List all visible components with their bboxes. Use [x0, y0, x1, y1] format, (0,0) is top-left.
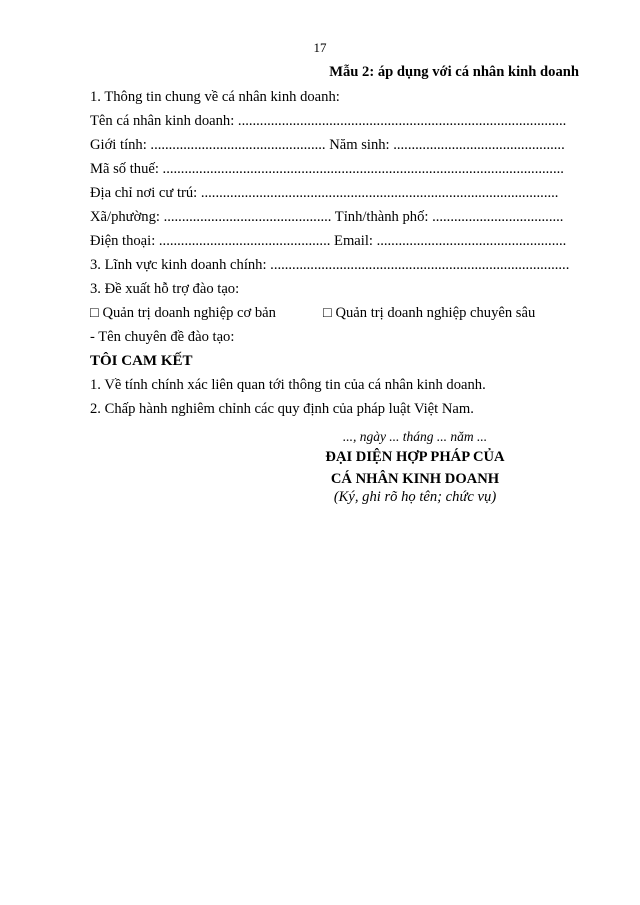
tax-code-field: Mã số thuế: ..............................................................................................................: [90, 161, 564, 177]
signature-title-line-2: CÁ NHÂN KINH DOANH: [330, 471, 500, 487]
phone-email-field: Điện thoại: ............................................... Email: ....................................................: [90, 233, 567, 249]
training-heading: 3. Đề xuất hỗ trợ đào tạo:: [90, 281, 240, 297]
option-basic-management: □ Quản trị doanh nghiệp cơ bản: [90, 305, 276, 321]
signature-note: (Ký, ghi rõ họ tên; chức vụ): [333, 489, 497, 505]
address-field: Địa chỉ nơi cư trú: ..................................................................................................: [90, 185, 559, 201]
commitment-item-2: 2. Chấp hành nghiêm chỉnh các quy định của pháp luật Việt Nam.: [90, 401, 474, 417]
form-title: Mẫu 2: áp dụng với cá nhân kinh doanh: [329, 64, 579, 80]
page-number: 17: [313, 40, 327, 55]
section1-heading: 1. Thông tin chung về cá nhân kinh doanh:: [90, 89, 340, 105]
ward-province-field: Xã/phường: .............................................. Tỉnh/thành phố: ....................................: [90, 209, 564, 225]
business-name-field: Tên cá nhân kinh doanh: ..........................................................................................: [90, 113, 567, 129]
commitment-item-1: 1. Về tính chính xác liên quan tới thông tin của cá nhân kinh doanh.: [90, 377, 486, 393]
business-field-line: 3. Lĩnh vực kinh doanh chính: ..................................................................................: [90, 257, 570, 273]
signature-date: ..., ngày ... tháng ... năm ...: [342, 429, 488, 444]
commitment-heading: TÔI CAM KẾT: [90, 353, 193, 369]
gender-year-field: Giới tính: ................................................ Năm sinh: ...............................................: [90, 137, 565, 153]
option-advanced-management: □ Quản trị doanh nghiệp chuyên sâu: [323, 305, 536, 321]
signature-title-line-1: ĐẠI DIỆN HỢP PHÁP CỦA: [325, 449, 505, 465]
training-topic-line: - Tên chuyên đề đào tạo:: [90, 329, 235, 345]
